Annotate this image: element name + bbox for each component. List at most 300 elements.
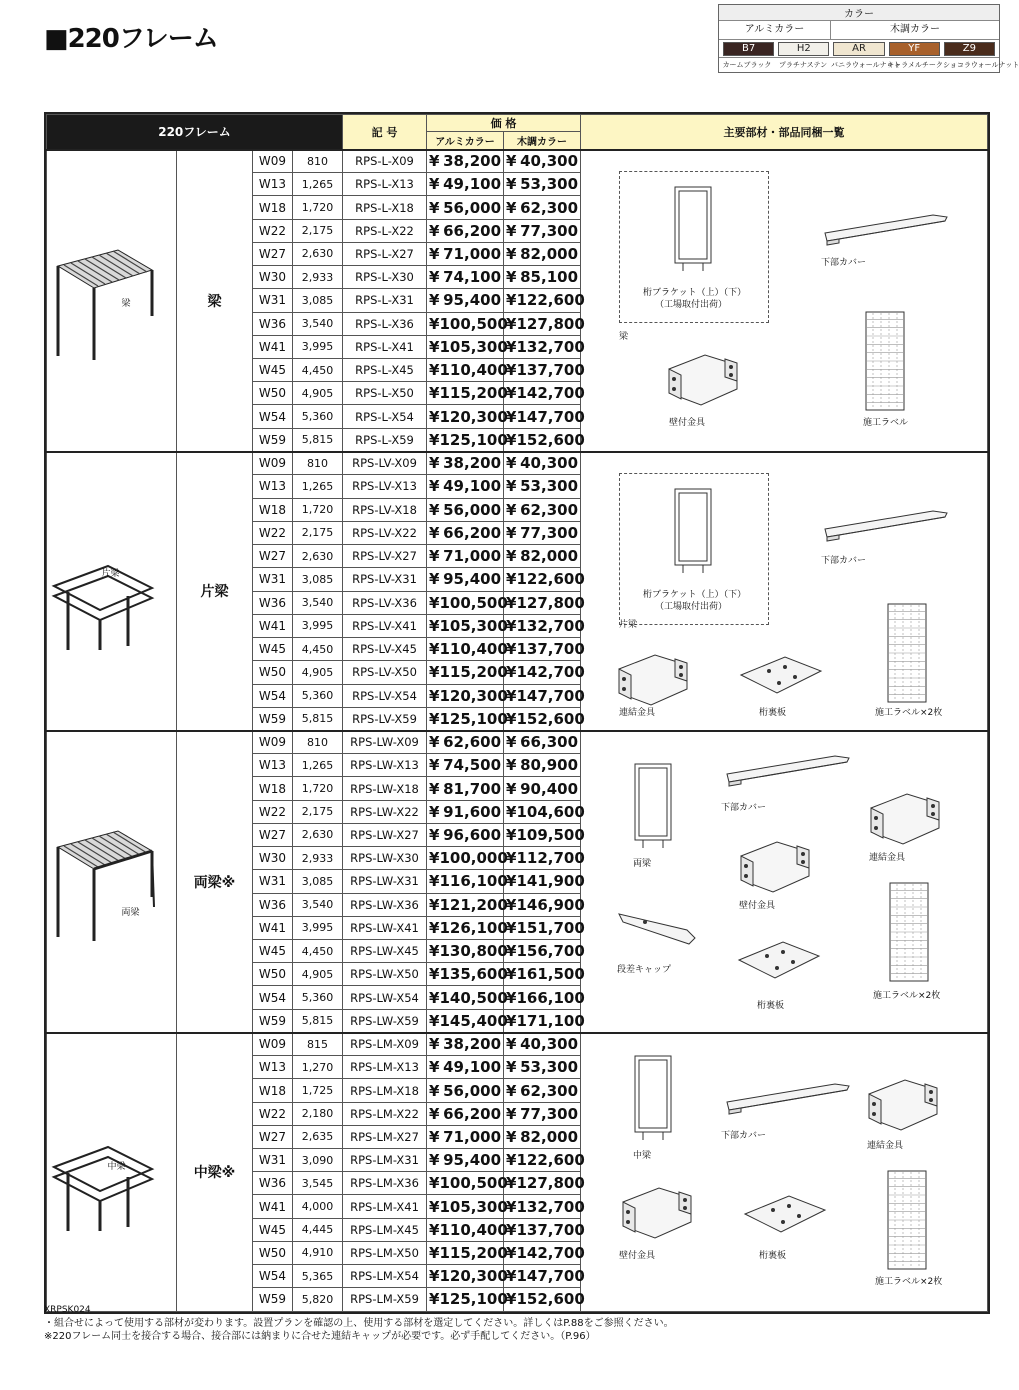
price-wood (504, 266, 581, 289)
price-wood (504, 823, 585, 846)
size-code: W27 (253, 1125, 293, 1148)
yen-symbol: ¥ (429, 430, 440, 449)
width-mm: 3,995 (293, 335, 343, 358)
price-wood (504, 986, 585, 1009)
group-label: 梁 (177, 150, 253, 452)
size-code: W59 (253, 428, 293, 451)
part-cover-label: 下部カバー (721, 802, 767, 813)
yen-symbol: ¥ (429, 593, 440, 612)
size-code: W45 (253, 638, 293, 661)
product-code: RPS-LV-X22 (343, 521, 427, 544)
size-code: W31 (253, 289, 293, 312)
yen-symbol: ¥ (506, 1220, 517, 1239)
color-chip-h2: H2 (778, 42, 829, 56)
product-code: RPS-LM-X41 (343, 1195, 427, 1218)
part-label-label: 施工ラベル×2枚 (875, 1276, 943, 1287)
price-wood (504, 1265, 585, 1288)
size-code: W54 (253, 1265, 293, 1288)
price-alumi (427, 289, 504, 312)
product-code: RPS-L-X09 (343, 150, 427, 173)
size-code: W13 (253, 475, 293, 498)
part-plate-label: 桁裏板 (757, 1000, 785, 1011)
illustration-label: 片梁 (101, 569, 120, 579)
size-code: W22 (253, 800, 293, 823)
price-value: 62,300 (520, 1081, 579, 1100)
part-cover-label: 下部カバー (821, 257, 867, 268)
price-wood (504, 405, 585, 428)
yen-symbol: ¥ (429, 988, 440, 1007)
part-bracket-note: （工場取付出荷） (655, 601, 728, 612)
price-alumi (427, 1265, 508, 1288)
part-bracket-label: 桁ブラケット（上）（下） (643, 287, 747, 298)
width-mm: 3,995 (293, 916, 343, 939)
color-name-b7: カームブラック (722, 61, 772, 69)
yen-symbol: ¥ (429, 198, 440, 217)
price-value: 81,700 (443, 779, 502, 798)
product-code: RPS-LW-X59 (343, 1009, 427, 1032)
width-mm: 4,450 (293, 638, 343, 661)
product-code: RPS-LM-X54 (343, 1265, 427, 1288)
price-value: 74,500 (443, 756, 502, 775)
price-value: 82,000 (520, 1127, 579, 1146)
price-alumi (427, 382, 508, 405)
product-code: RPS-LM-X36 (343, 1172, 427, 1195)
yen-symbol: ¥ (506, 570, 517, 589)
price-alumi (427, 1218, 508, 1241)
part-fitting-label: 連結金具 (619, 707, 656, 718)
price-wood (504, 661, 585, 684)
price-wood (504, 963, 585, 986)
price-wood (504, 1241, 585, 1264)
product-code: RPS-LV-X09 (343, 452, 427, 475)
width-mm: 5,365 (293, 1265, 343, 1288)
width-mm: 3,085 (293, 289, 343, 312)
yen-symbol: ¥ (429, 407, 440, 426)
price-value: 122,600 (516, 1151, 585, 1170)
size-code: W59 (253, 1009, 293, 1032)
color-chip-b7: B7 (723, 42, 774, 56)
size-code: W31 (253, 870, 293, 893)
yen-symbol: ¥ (506, 221, 517, 240)
yen-symbol: ¥ (429, 756, 440, 775)
size-code: W54 (253, 684, 293, 707)
size-code: W18 (253, 498, 293, 521)
yen-symbol: ¥ (506, 1174, 517, 1193)
part-member-label: 中梁 (633, 1150, 652, 1161)
yen-symbol: ¥ (506, 384, 517, 403)
price-value: 53,300 (520, 175, 579, 194)
yen-symbol: ¥ (506, 779, 517, 798)
size-code: W22 (253, 521, 293, 544)
price-value: 53,300 (520, 1058, 579, 1077)
price-value: 91,600 (443, 802, 502, 821)
price-value: 49,100 (443, 477, 502, 496)
yen-symbol: ¥ (429, 1220, 440, 1239)
width-mm: 3,085 (293, 870, 343, 893)
price-wood (504, 452, 581, 475)
price-value: 152,600 (516, 430, 585, 449)
price-value: 105,300 (439, 1197, 508, 1216)
width-mm: 2,180 (293, 1102, 343, 1125)
price-wood (504, 382, 585, 405)
price-value: 132,700 (516, 616, 585, 635)
yen-symbol: ¥ (429, 1035, 440, 1054)
yen-symbol: ¥ (506, 756, 517, 775)
product-code: RPS-LM-X27 (343, 1125, 427, 1148)
parts-list (581, 731, 988, 1033)
width-mm: 2,630 (293, 242, 343, 265)
size-code: W30 (253, 266, 293, 289)
price-wood (504, 1033, 581, 1056)
product-code: RPS-LW-X27 (343, 823, 427, 846)
yen-symbol: ¥ (506, 361, 517, 380)
price-value: 135,600 (439, 965, 508, 984)
width-mm: 2,630 (293, 545, 343, 568)
size-code: W59 (253, 1288, 293, 1311)
table-row (47, 1033, 988, 1056)
price-alumi (427, 405, 508, 428)
price-value: 137,700 (516, 361, 585, 380)
product-code: RPS-LM-X45 (343, 1218, 427, 1241)
price-value: 137,700 (516, 640, 585, 659)
yen-symbol: ¥ (506, 1267, 517, 1286)
price-wood (504, 707, 585, 730)
price-value: 140,500 (439, 988, 508, 1007)
price-value: 77,300 (520, 523, 579, 542)
size-code: W13 (253, 1056, 293, 1079)
product-code: RPS-LM-X50 (343, 1241, 427, 1264)
table-row (47, 731, 988, 754)
yen-symbol: ¥ (429, 1290, 440, 1309)
price-value: 105,300 (439, 616, 508, 635)
product-code: RPS-LW-X54 (343, 986, 427, 1009)
size-code: W13 (253, 754, 293, 777)
price-alumi (427, 1056, 504, 1079)
yen-symbol: ¥ (429, 314, 440, 333)
price-alumi (427, 1172, 508, 1195)
yen-symbol: ¥ (506, 965, 517, 984)
price-value: 115,200 (439, 1243, 508, 1262)
price-value: 66,300 (520, 733, 579, 752)
part-bracket-note: （工場取付出荷） (655, 299, 728, 310)
size-code: W22 (253, 219, 293, 242)
color-chip-z9: Z9 (944, 42, 995, 56)
product-code: RPS-LW-X45 (343, 939, 427, 962)
yen-symbol: ¥ (429, 1011, 440, 1030)
price-value: 74,100 (443, 268, 502, 287)
price-value: 121,200 (439, 895, 508, 914)
yen-symbol: ¥ (429, 1151, 440, 1170)
price-value: 166,100 (516, 988, 585, 1007)
yen-symbol: ¥ (429, 570, 440, 589)
yen-symbol: ¥ (429, 942, 440, 961)
price-value: 120,300 (439, 1267, 508, 1286)
part-member-label: 梁 (619, 331, 629, 342)
product-code: RPS-LM-X18 (343, 1079, 427, 1102)
yen-symbol: ¥ (506, 1243, 517, 1262)
yen-symbol: ¥ (506, 1011, 517, 1030)
price-alumi (427, 847, 508, 870)
width-mm: 2,630 (293, 823, 343, 846)
size-code: W27 (253, 823, 293, 846)
price-wood (504, 1102, 581, 1125)
price-value: 95,400 (443, 1151, 502, 1170)
document-code: XRPSK024 (44, 1305, 91, 1315)
yen-symbol: ¥ (429, 500, 440, 519)
price-value: 125,100 (439, 1290, 508, 1309)
price-value: 151,700 (516, 918, 585, 937)
price-alumi (427, 638, 508, 661)
width-mm: 3,995 (293, 614, 343, 637)
width-mm: 4,905 (293, 661, 343, 684)
price-value: 49,100 (443, 1058, 502, 1077)
illustration-label: 中梁 (107, 1162, 126, 1172)
size-code: W50 (253, 661, 293, 684)
price-wood (504, 1218, 585, 1241)
product-code: RPS-LW-X41 (343, 916, 427, 939)
price-alumi (427, 150, 504, 173)
price-alumi (427, 196, 504, 219)
price-alumi (427, 545, 504, 568)
price-wood (504, 219, 581, 242)
price-value: 115,200 (439, 384, 508, 403)
color-group-wood: 木調カラー (890, 24, 940, 35)
group-label: 片梁 (177, 452, 253, 731)
price-value: 142,700 (516, 384, 585, 403)
price-alumi (427, 173, 504, 196)
yen-symbol: ¥ (506, 988, 517, 1007)
price-wood (504, 173, 581, 196)
price-wood (504, 521, 581, 544)
price-wood (504, 150, 581, 173)
yen-symbol: ¥ (429, 849, 440, 868)
price-wood (504, 800, 585, 823)
price-alumi (427, 1102, 504, 1125)
price-alumi (427, 986, 508, 1009)
price-value: 171,100 (516, 1011, 585, 1030)
price-alumi (427, 893, 508, 916)
color-name-row (719, 58, 1019, 72)
price-value: 77,300 (520, 221, 579, 240)
product-code: RPS-LV-X13 (343, 475, 427, 498)
price-value: 156,700 (516, 942, 585, 961)
table-row (47, 452, 988, 475)
size-code: W41 (253, 614, 293, 637)
yen-symbol: ¥ (506, 198, 517, 217)
width-mm: 1,720 (293, 196, 343, 219)
yen-symbol: ¥ (506, 430, 517, 449)
yen-symbol: ¥ (429, 175, 440, 194)
yen-symbol: ¥ (429, 152, 440, 171)
price-value: 147,700 (516, 407, 585, 426)
width-mm: 1,725 (293, 1079, 343, 1102)
product-code: RPS-LV-X41 (343, 614, 427, 637)
price-value: 56,000 (443, 500, 502, 519)
header-parts: 主要部材・部品同梱一覧 (581, 115, 988, 150)
yen-symbol: ¥ (506, 686, 517, 705)
yen-symbol: ¥ (506, 1197, 517, 1216)
yen-symbol: ¥ (429, 1058, 440, 1077)
yen-symbol: ¥ (429, 268, 440, 287)
product-code: RPS-LW-X09 (343, 731, 427, 754)
price-alumi (427, 916, 508, 939)
price-alumi (427, 568, 504, 591)
price-value: 56,000 (443, 1081, 502, 1100)
size-code: W27 (253, 545, 293, 568)
size-code: W18 (253, 196, 293, 219)
price-value: 53,300 (520, 477, 579, 496)
product-code: RPS-L-X54 (343, 405, 427, 428)
product-code: RPS-L-X13 (343, 173, 427, 196)
yen-symbol: ¥ (506, 802, 517, 821)
size-code: W27 (253, 242, 293, 265)
price-alumi (427, 939, 508, 962)
price-wood (504, 684, 585, 707)
product-code: RPS-L-X59 (343, 428, 427, 451)
part-plate-label: 桁裏板 (759, 1250, 787, 1261)
product-code: RPS-LM-X09 (343, 1033, 427, 1056)
price-alumi (427, 1195, 508, 1218)
group-label: 中梁※ (177, 1033, 253, 1312)
size-code: W54 (253, 986, 293, 1009)
parts-list (581, 452, 988, 731)
price-value: 62,300 (520, 198, 579, 217)
illustration-label: 両梁 (121, 907, 140, 918)
price-alumi (427, 219, 504, 242)
price-value: 77,300 (520, 1104, 579, 1123)
yen-symbol: ¥ (429, 337, 440, 356)
part-fitting-label: 壁付金具 (619, 1250, 656, 1261)
width-mm: 4,910 (293, 1241, 343, 1264)
parts-list (581, 1033, 988, 1312)
price-wood (504, 591, 585, 614)
yen-symbol: ¥ (506, 1290, 517, 1309)
price-wood (504, 893, 585, 916)
yen-symbol: ¥ (506, 1127, 517, 1146)
price-alumi (427, 312, 508, 335)
product-code: RPS-LW-X31 (343, 870, 427, 893)
size-code: W54 (253, 405, 293, 428)
price-wood (504, 1079, 581, 1102)
price-alumi (427, 242, 504, 265)
part-fitting-label: 壁付金具 (669, 417, 706, 428)
yen-symbol: ¥ (506, 314, 517, 333)
price-alumi (427, 1241, 508, 1264)
price-alumi (427, 731, 504, 754)
yen-symbol: ¥ (429, 616, 440, 635)
price-value: 82,000 (520, 244, 579, 263)
yen-symbol: ¥ (506, 640, 517, 659)
price-value: 142,700 (516, 1243, 585, 1262)
yen-symbol: ¥ (506, 872, 517, 891)
price-value: 125,100 (439, 709, 508, 728)
illustration-label: 梁 (121, 298, 131, 309)
price-value: 132,700 (516, 1197, 585, 1216)
size-code: W18 (253, 1079, 293, 1102)
product-code: RPS-LV-X27 (343, 545, 427, 568)
color-name-h2: プラチナステン (778, 61, 828, 69)
part-member-label: 両梁 (633, 858, 652, 869)
color-name-yf: キャラメルチーク (887, 61, 943, 69)
width-mm: 4,445 (293, 1218, 343, 1241)
color-chip-yf: YF (889, 42, 940, 56)
price-value: 122,600 (516, 291, 585, 310)
part-cover-label: 下部カバー (721, 1130, 767, 1141)
width-mm: 1,720 (293, 777, 343, 800)
yen-symbol: ¥ (429, 244, 440, 263)
price-value: 104,600 (516, 802, 585, 821)
yen-symbol: ¥ (506, 244, 517, 263)
price-value: 115,200 (439, 663, 508, 682)
price-wood (504, 754, 581, 777)
product-code: RPS-LW-X50 (343, 963, 427, 986)
product-code: RPS-LM-X22 (343, 1102, 427, 1125)
size-code: W13 (253, 173, 293, 196)
width-mm: 4,450 (293, 358, 343, 381)
price-wood (504, 1009, 585, 1032)
size-code: W22 (253, 1102, 293, 1125)
part-plate-label: 桁裏板 (759, 707, 787, 718)
product-code: RPS-L-X41 (343, 335, 427, 358)
frame-beam-illustration (47, 150, 177, 452)
price-wood (504, 358, 585, 381)
product-code: RPS-LM-X13 (343, 1056, 427, 1079)
price-wood (504, 1149, 585, 1172)
yen-symbol: ¥ (429, 733, 440, 752)
price-wood (504, 777, 581, 800)
price-wood (504, 289, 585, 312)
yen-symbol: ¥ (506, 825, 517, 844)
price-value: 49,100 (443, 175, 502, 194)
product-code: RPS-LV-X36 (343, 591, 427, 614)
yen-symbol: ¥ (429, 686, 440, 705)
price-alumi (427, 1033, 504, 1056)
price-value: 120,300 (439, 686, 508, 705)
product-code: RPS-LW-X30 (343, 847, 427, 870)
price-value: 105,300 (439, 337, 508, 356)
price-alumi (427, 707, 508, 730)
size-code: W31 (253, 568, 293, 591)
yen-symbol: ¥ (429, 1197, 440, 1216)
part-cap-label: 段差キャップ (617, 964, 672, 975)
price-alumi (427, 777, 504, 800)
size-code: W45 (253, 358, 293, 381)
color-name-z9: ショコラウォールナット (943, 61, 1019, 69)
yen-symbol: ¥ (429, 1127, 440, 1146)
yen-symbol: ¥ (429, 802, 440, 821)
price-value: 40,300 (520, 454, 579, 473)
price-alumi (427, 498, 504, 521)
size-code: W45 (253, 939, 293, 962)
price-alumi (427, 475, 504, 498)
price-value: 126,100 (439, 918, 508, 937)
price-value: 71,000 (443, 244, 502, 263)
width-mm: 810 (293, 150, 343, 173)
size-code: W59 (253, 707, 293, 730)
price-value: 40,300 (520, 1035, 579, 1054)
yen-symbol: ¥ (506, 663, 517, 682)
width-mm: 2,175 (293, 800, 343, 823)
yen-symbol: ¥ (429, 1267, 440, 1286)
width-mm: 815 (293, 1033, 343, 1056)
product-code: RPS-LV-X50 (343, 661, 427, 684)
width-mm: 4,000 (293, 1195, 343, 1218)
price-alumi (427, 1009, 508, 1032)
product-code: RPS-LM-X59 (343, 1288, 427, 1311)
width-mm: 5,360 (293, 405, 343, 428)
yen-symbol: ¥ (506, 593, 517, 612)
part-member-label: 片梁 (619, 619, 638, 630)
